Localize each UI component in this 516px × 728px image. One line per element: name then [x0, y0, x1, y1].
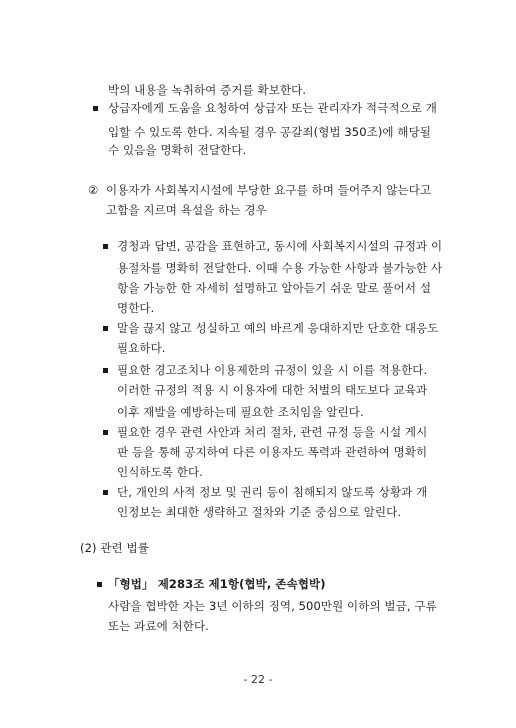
bullet-icon: [103, 430, 108, 435]
list-item-line: 항을 가능한 한 자세히 설명하고 알아듣기 쉬운 말로 풀어서 설: [117, 281, 432, 295]
list-item-line: 필요하다.: [117, 341, 166, 355]
list-item-line: 필요한 경우 관련 사안과 처리 절차, 관련 규정 등을 시설 게시: [117, 425, 428, 439]
section-heading-line: 고함을 지르며 욕설을 하는 경우: [106, 203, 267, 217]
page-number: - 22 -: [243, 673, 273, 686]
paragraph-line: 상급자에게 도움을 요청하여 상급자 또는 관리자가 적극적으로 개: [108, 101, 437, 115]
section-marker: ②: [88, 183, 99, 197]
list-item-line: 명한다.: [117, 301, 155, 315]
list-item-line: 단, 개인의 사적 정보 및 권리 등이 침해되지 않도록 상황과 개: [117, 485, 428, 499]
bullet-icon: [93, 106, 98, 111]
paragraph-line: 수 있음을 명확히 전달한다.: [108, 143, 247, 157]
list-item-line: 말을 끊지 않고 성실하고 예의 바르게 응대하지만 단호한 대응도: [117, 321, 439, 335]
bullet-icon: [103, 326, 108, 331]
law-text-line: 사람을 협박한 자는 3년 이하의 징역, 500만원 이하의 벌금, 구류: [108, 599, 437, 613]
paragraph-line: 입할 수 있도록 한다. 지속될 경우 공갈죄(형법 350조)에 해당될: [108, 125, 432, 139]
list-item-line: 이러한 규정의 적용 시 이용자에 대한 처벌의 태도보다 교육과: [117, 383, 428, 397]
bullet-icon: [103, 368, 108, 373]
list-item-line: 경청과 답변, 공감을 표현하고, 동시에 사회복지시설의 규정과 이: [117, 239, 443, 253]
law-text-line: 또는 과료에 처한다.: [108, 619, 209, 633]
bullet-icon: [97, 582, 102, 587]
law-title: 「형법」 제283조 제1항(협박, 존속협박): [108, 577, 326, 591]
bullet-icon: [103, 244, 108, 249]
list-item-line: 필요한 경고조치나 이용제한의 규정이 있을 시 이를 적용한다.: [117, 363, 428, 377]
list-item-line: 판 등을 통해 공지하여 다른 이용자도 폭력과 관련하여 명확히: [117, 445, 428, 459]
bullet-icon: [103, 490, 108, 495]
list-item-line: 인정보는 최대한 생략하고 절차와 기준 중심으로 알린다.: [117, 505, 402, 519]
paragraph-line: 박의 내용을 녹취하여 증거를 확보한다.: [108, 83, 307, 97]
section-heading: (2) 관련 법률: [80, 541, 149, 555]
list-item-line: 용절차를 명확히 전달한다. 이때 수용 가능한 사항과 불가능한 사: [117, 261, 443, 275]
list-item-line: 인식하도록 한다.: [117, 465, 203, 479]
section-heading-line: 이용자가 사회복지시설에 부당한 요구를 하며 들어주지 않는다고: [106, 183, 432, 197]
list-item-line: 이후 재발을 예방하는데 필요한 조치임을 알린다.: [117, 405, 364, 419]
